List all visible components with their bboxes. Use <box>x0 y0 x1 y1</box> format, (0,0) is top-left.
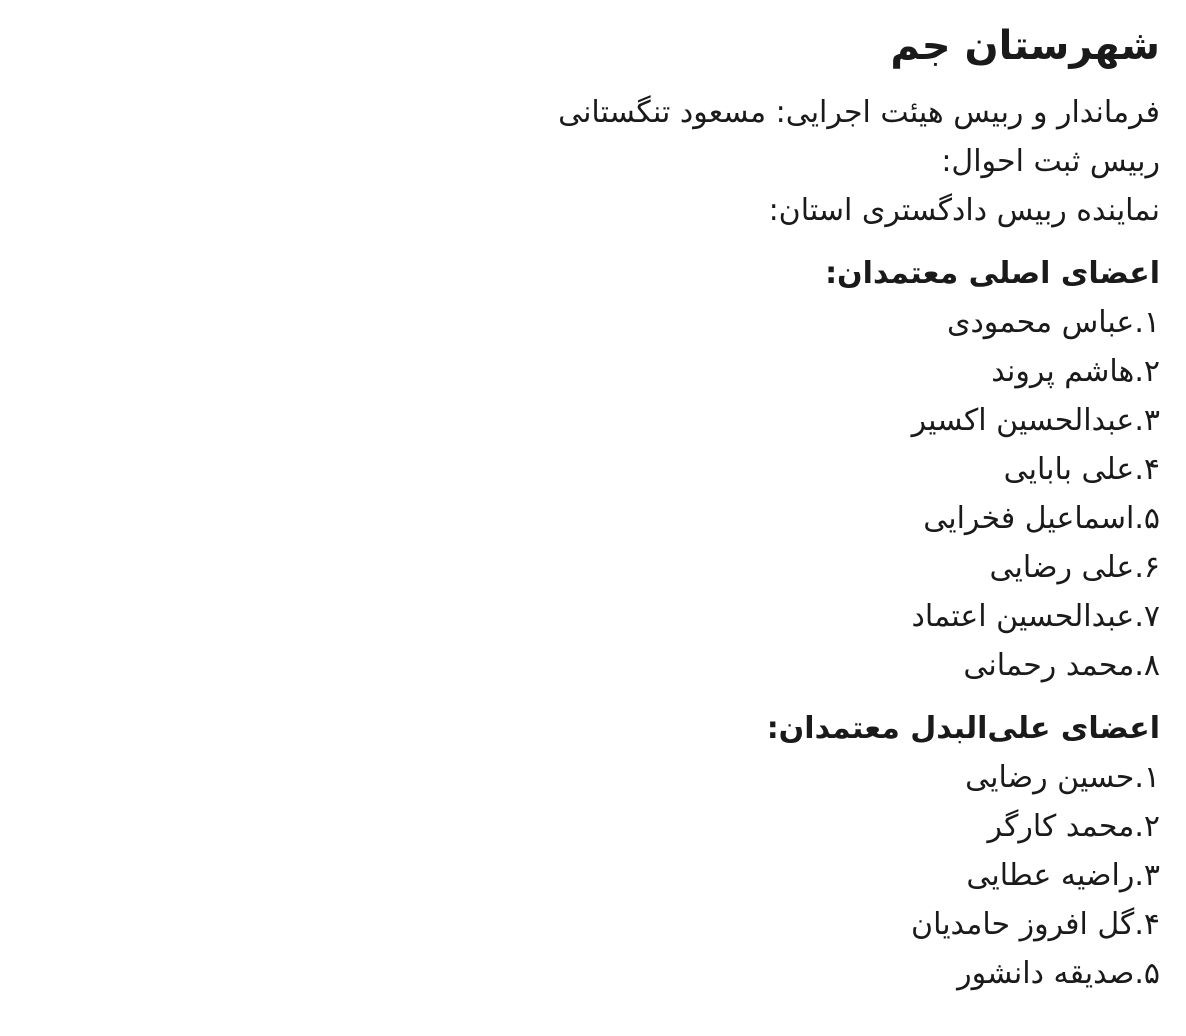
officials-block <box>20 88 1160 235</box>
list-item: ۳.عبدالحسین اکسیر <box>911 403 1160 438</box>
judiciary-representative-line: نماینده ربیس دادگستری استان: <box>768 193 1160 228</box>
list-item: ۴.گل افروز حامدیان <box>911 907 1160 942</box>
list-item: ۷.عبدالحسین اعتماد <box>911 599 1160 634</box>
alternate-members-list <box>20 753 1160 998</box>
list-item: ۱.حسین رضایی <box>965 760 1160 795</box>
governor-line: فرماندار و ربیس هیئت اجرایی: مسعود تنگستانی <box>558 95 1160 130</box>
list-item: ۲.هاشم پروند <box>991 354 1160 389</box>
list-item: ۸.محمد رحمانی <box>963 648 1160 683</box>
primary-members-list <box>20 298 1160 690</box>
list-item: ۱.عباس محمودی <box>946 305 1160 340</box>
alternate-members-heading: اعضای علی‌البدل معتمدان: <box>766 711 1160 746</box>
list-item: ۵.صدیقه دانشور <box>957 956 1160 991</box>
list-item: ۵.اسماعیل فخرایی <box>923 501 1160 536</box>
list-item: ۲.محمد کارگر <box>987 809 1160 844</box>
list-item: ۴.علی بابایی <box>1003 452 1160 487</box>
list-item: ۶.علی رضایی <box>989 550 1160 585</box>
primary-members-heading: اعضای اصلی معتمدان: <box>825 256 1160 291</box>
list-item: ۳.راضیه عطایی <box>966 858 1160 893</box>
page-title: شهرستان جم <box>890 23 1160 69</box>
civil-registry-head-line: ربیس ثبت احوال: <box>941 144 1160 179</box>
